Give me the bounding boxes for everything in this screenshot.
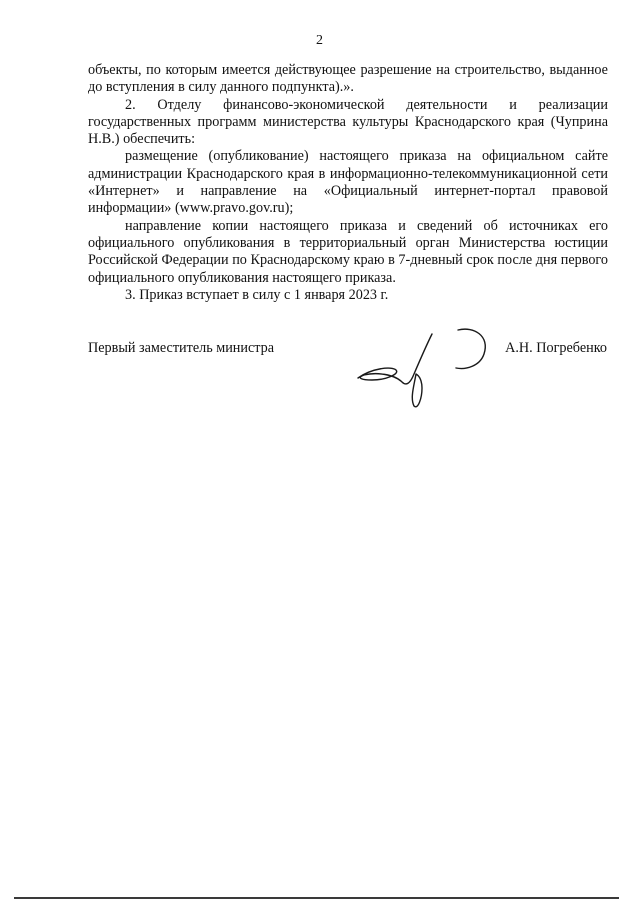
paragraph: объекты, по которым имеется действующее разрешение на строительство, выданное до вступления в силу данного подпункта).». (88, 62, 608, 96)
document-body (88, 62, 608, 304)
paragraph: 3. Приказ вступает в силу с 1 января 2023 г. (125, 286, 389, 303)
paragraph: размещение (опубликование) настоящего приказа на официальном сайте администрации Краснодарского края в информационно-телекоммуникационной сети «Интернет» и направление на «Официальный интернет-портал правовой информации» (www.pravo.gov.ru); (88, 148, 608, 217)
signatory-position: Первый заместитель министра (88, 340, 275, 356)
paragraph: 2. Отделу финансово-экономической деятельности и реализации государственных программ министерства культуры Краснодарского края (Чуприна Н.В.) обеспечить: (88, 96, 608, 148)
scan-edge-line (14, 897, 619, 899)
page-number: 2 (316, 33, 323, 48)
signatory-name: А.Н. Погребенко (505, 340, 607, 356)
paragraph: направление копии настоящего приказа и сведений об источниках его официального опубликования в территориальный орган Министерства юстиции Российской Федерации по Краснодарскому краю в 7-дневный срок после дня первого официального опубликования настоящего приказа. (88, 217, 608, 286)
handwritten-signature (350, 326, 500, 411)
